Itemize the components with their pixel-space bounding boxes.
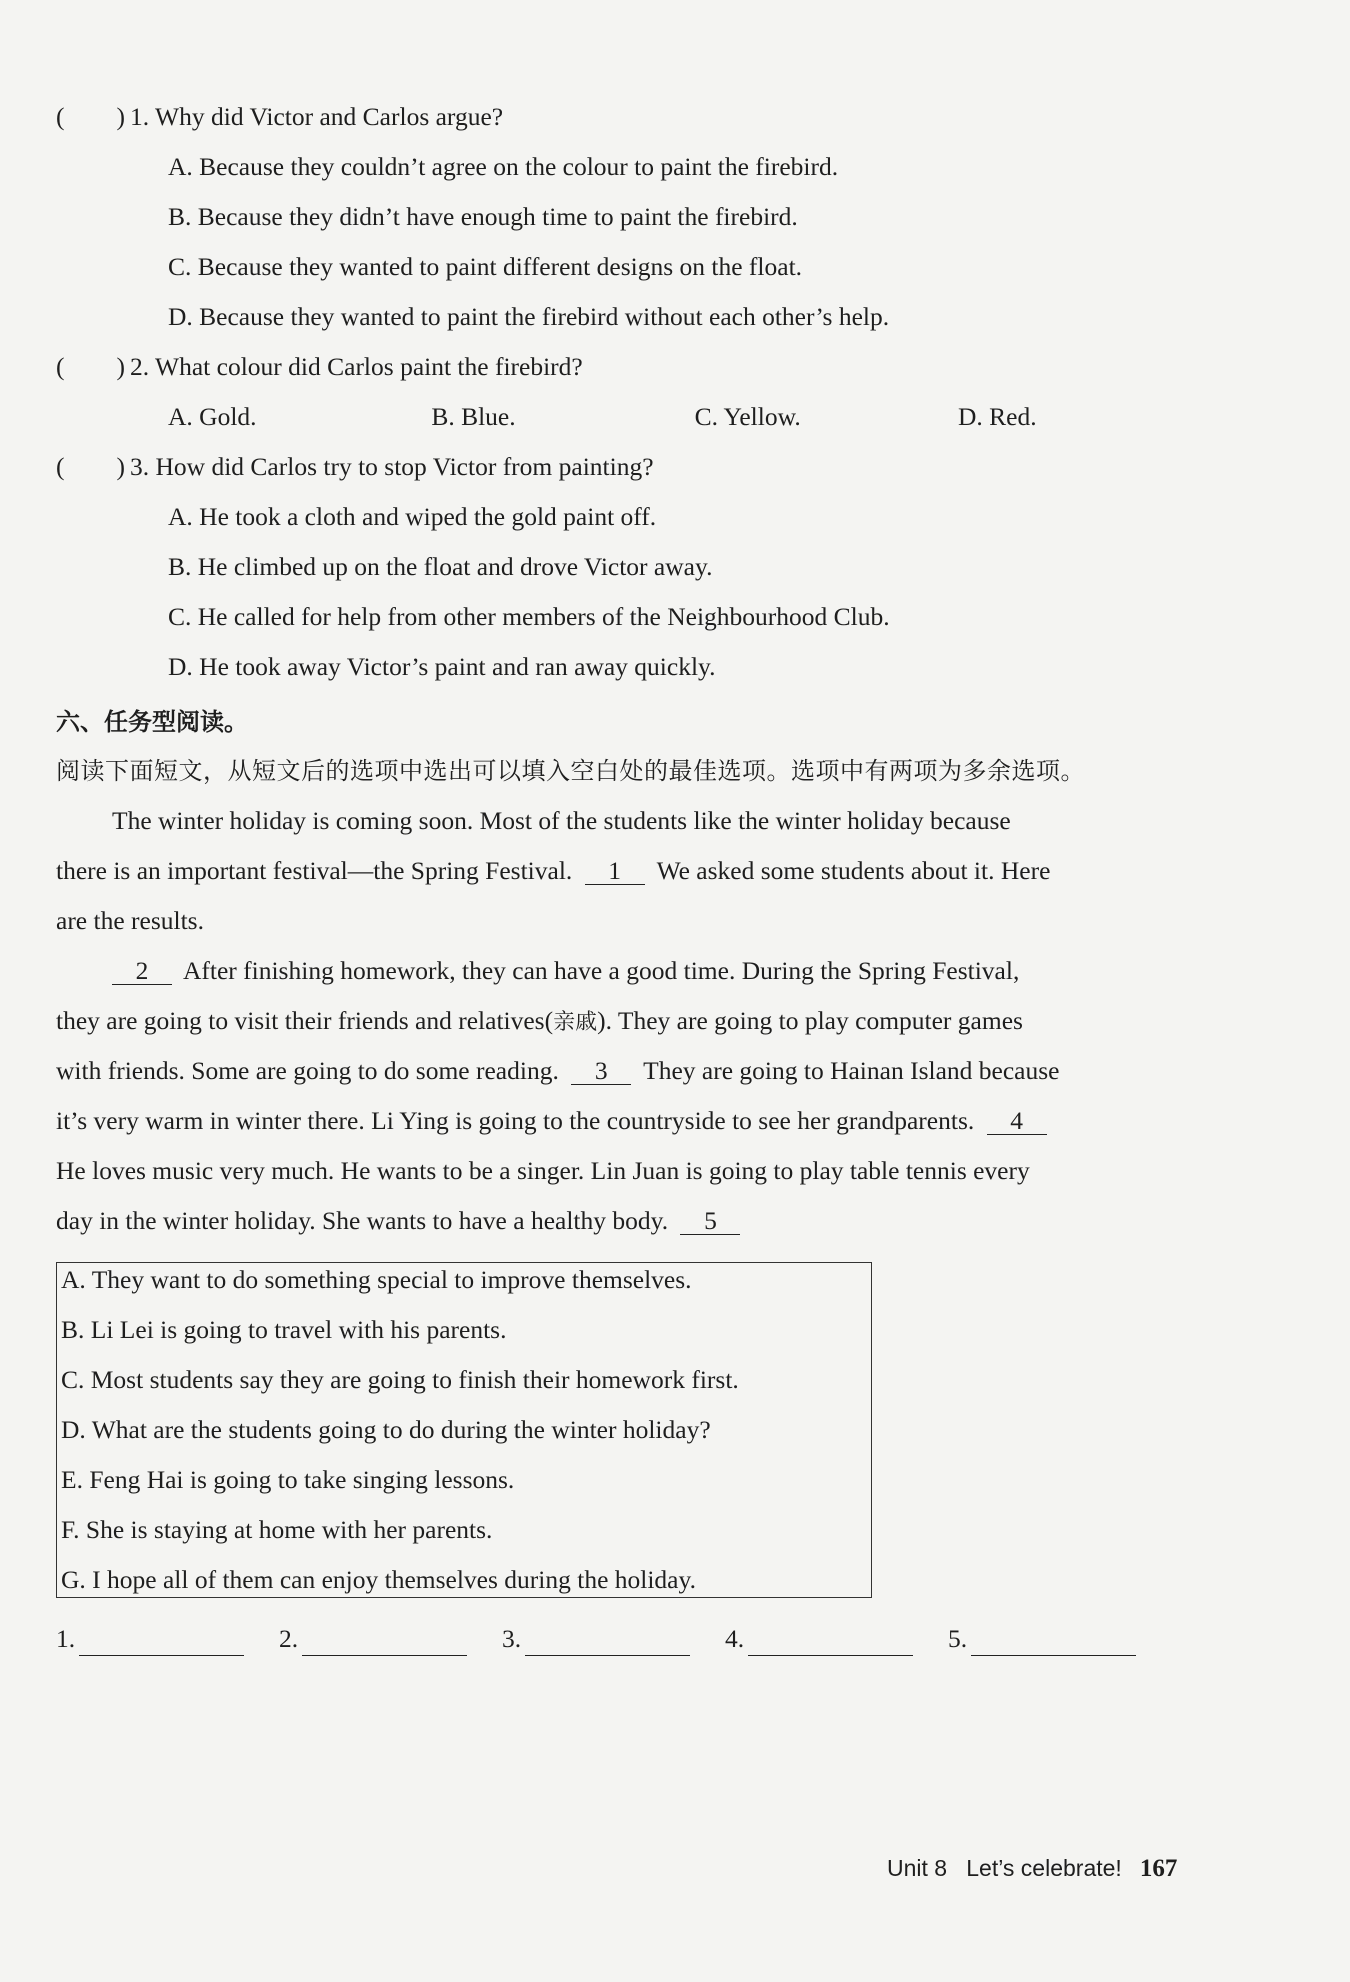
question-3-stem: 3. How did Carlos try to stop Victor from painting? [130, 452, 654, 481]
question-3 [56, 450, 654, 484]
q2-option-d: D. Red. [957, 402, 1037, 431]
passage-text: there is an important festival—the Spring Festival. [56, 856, 573, 885]
section-title: 六、任务型阅读。 [56, 708, 248, 736]
q2-option-c: C. Yellow. [694, 402, 801, 431]
passage-text: day in the winter holiday. She wants to have a healthy body. [56, 1206, 669, 1235]
choice-b: B. Li Lei is going to travel with his parents. [61, 1315, 507, 1344]
q2-option-a: A. Gold. [168, 402, 257, 431]
answer-2[interactable] [279, 1622, 467, 1656]
choice-e: E. Feng Hai is going to take singing lessons. [61, 1465, 515, 1494]
blank-5[interactable]: 5 [680, 1208, 740, 1235]
blank-1[interactable]: 1 [585, 858, 645, 885]
answer-number: 3. [502, 1624, 522, 1653]
q2-options-row [168, 400, 1048, 434]
answer-2-line[interactable] [302, 1629, 467, 1656]
question-1 [56, 100, 503, 134]
passage-text: We asked some students about it. Here [656, 856, 1051, 885]
q1-option-a: A. Because they couldn’t agree on the colour to paint the firebird. [168, 152, 839, 181]
q3-option-d: D. He took away Victor’s paint and ran away quickly. [168, 652, 716, 681]
choices-box [56, 1262, 872, 1598]
choice-a: A. They want to do something special to improve themselves. [61, 1265, 692, 1294]
page-footer [887, 1855, 1177, 1883]
passage-line-1: The winter holiday is coming soon. Most of the students like the winter holiday because [112, 806, 1011, 835]
blank-2[interactable]: 2 [112, 958, 172, 985]
q3-option-b: B. He climbed up on the float and drove Victor away. [168, 552, 713, 581]
answer-1-line[interactable] [79, 1629, 244, 1656]
answer-bracket-2[interactable]: ( ) [56, 352, 125, 381]
q1-option-b: B. Because they didn’t have enough time to paint the firebird. [168, 202, 798, 231]
passage-line-8: He loves music very much. He wants to be a singer. Lin Juan is going to play table tennis every [56, 1156, 1030, 1185]
blank-3[interactable]: 3 [571, 1058, 631, 1085]
question-2-stem: 2. What colour did Carlos paint the firebird? [130, 352, 583, 381]
answer-number: 5. [948, 1624, 968, 1653]
answer-1[interactable] [56, 1622, 244, 1656]
unit-title: Unit 8 Let’s celebrate! [887, 1855, 1122, 1881]
blank-4[interactable]: 4 [987, 1108, 1047, 1135]
passage-line-6 [56, 1054, 1210, 1088]
answer-5-line[interactable] [971, 1629, 1136, 1656]
answer-number: 4. [725, 1624, 745, 1653]
question-1-stem: 1. Why did Victor and Carlos argue? [130, 102, 504, 131]
answer-bracket-1[interactable]: ( ) [56, 102, 125, 131]
choice-c: C. Most students say they are going to finish their homework first. [61, 1365, 739, 1394]
answer-4-line[interactable] [748, 1629, 913, 1656]
q2-option-b: B. Blue. [431, 402, 516, 431]
choice-d: D. What are the students going to do during the winter holiday? [61, 1415, 711, 1444]
answer-5[interactable] [948, 1622, 1136, 1656]
section-instruction: 阅读下面短文，从短文后的选项中选出可以填入空白处的最佳选项。选项中有两项为多余选项。 [56, 757, 1085, 785]
passage-line-9 [56, 1204, 1210, 1238]
page-number: 167 [1139, 1855, 1178, 1882]
passage-line-5 [56, 1004, 1210, 1040]
q3-option-c: C. He called for help from other members of the Neighbourhood Club. [168, 602, 890, 631]
choice-f: F. She is staying at home with her parents. [61, 1515, 493, 1544]
passage-line-7 [56, 1104, 1210, 1138]
choice-g: G. I hope all of them can enjoy themselves during the holiday. [61, 1565, 696, 1594]
answer-3-line[interactable] [525, 1629, 690, 1656]
passage-text: they are going to visit their friends and relatives( [56, 1006, 554, 1035]
q1-option-d: D. Because they wanted to paint the firebird without each other’s help. [168, 302, 890, 331]
question-2 [56, 350, 583, 384]
passage-line-2 [56, 854, 1210, 888]
passage-line-4 [112, 954, 1266, 988]
passage-text: with friends. Some are going to do some reading. [56, 1056, 559, 1085]
passage-line-3: are the results. [56, 906, 204, 935]
answer-number: 1. [56, 1624, 76, 1653]
answer-3[interactable] [502, 1622, 690, 1656]
answer-4[interactable] [725, 1622, 913, 1656]
passage-text: They are going to Hainan Island because [643, 1056, 1060, 1085]
passage-text: ). They are going to play computer games [597, 1006, 1023, 1035]
answer-bracket-3[interactable]: ( ) [56, 452, 125, 481]
answer-number: 2. [279, 1624, 299, 1653]
q1-option-c: C. Because they wanted to paint different designs on the float. [168, 252, 803, 281]
passage-gloss: 亲戚 [553, 1010, 598, 1035]
passage-text: After finishing homework, they can have a good time. During the Spring Festival, [182, 956, 1020, 985]
q3-option-a: A. He took a cloth and wiped the gold paint off. [168, 502, 657, 531]
passage-text: it’s very warm in winter there. Li Ying is going to the countryside to see her grandparents. [56, 1106, 975, 1135]
